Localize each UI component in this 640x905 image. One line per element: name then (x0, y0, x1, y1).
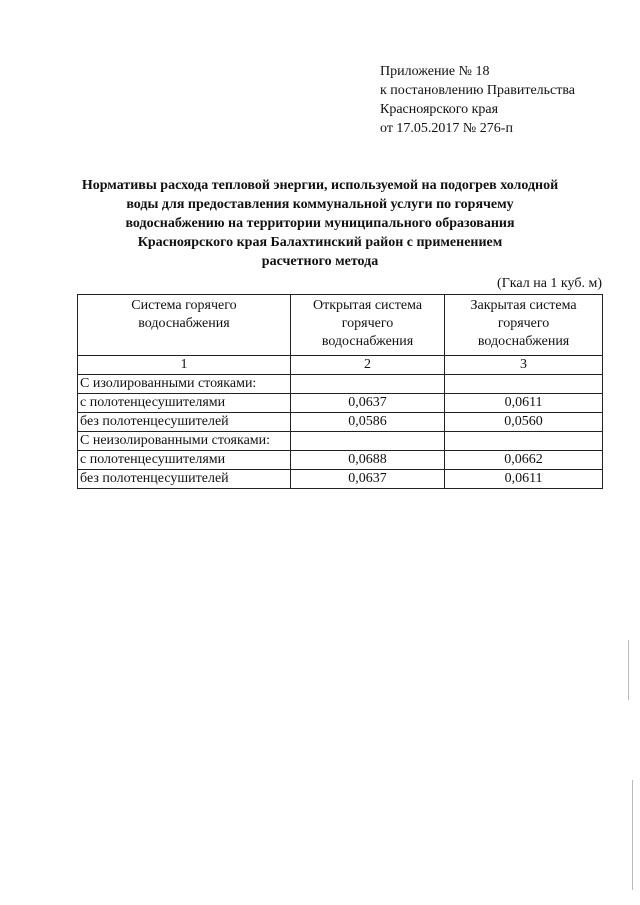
document-title (70, 176, 570, 271)
appendix-reference (380, 62, 575, 138)
header-cell-system: Система горячего водоснабжения (78, 295, 291, 356)
row-value-closed: 0,0611 (445, 394, 603, 413)
appendix-line: Приложение № 18 (380, 64, 490, 79)
row-label: с полотенцесушителями (78, 451, 291, 470)
norms-table (77, 294, 603, 489)
row-value-closed: 0,0611 (445, 470, 603, 489)
header-cell-closed-system: Закрытая система горячего водоснабжения (445, 295, 603, 356)
column-number: 1 (78, 356, 291, 375)
row-value-closed (445, 432, 603, 451)
column-number: 2 (290, 356, 444, 375)
appendix-line: к постановлению Правительства (380, 83, 576, 98)
table-row (78, 451, 603, 470)
table-row (78, 375, 603, 394)
row-value-closed: 0,0662 (445, 451, 603, 470)
table-row (78, 413, 603, 432)
scan-edge-mark (628, 640, 629, 700)
units-note: (Гкал на 1 куб. м) (497, 276, 602, 291)
table-row (78, 394, 603, 413)
row-value-closed: 0,0560 (445, 413, 603, 432)
title-line: Красноярского края Балахтинский район с применением (137, 235, 503, 250)
row-label: без полотенцесушителей (78, 413, 291, 432)
title-line: расчетного метода (261, 254, 379, 269)
row-value-open (290, 375, 444, 394)
header-cell-open-system: Открытая система горячего водоснабжения (290, 295, 444, 356)
table-row (78, 470, 603, 489)
row-label: с полотенцесушителями (78, 394, 291, 413)
row-value-open: 0,0586 (290, 413, 444, 432)
title-line: воды для предоставления коммунальной услуги по горячему (126, 197, 514, 212)
title-line: водоснабжению на территории муниципального образования (125, 216, 515, 231)
title-line: Нормативы расхода тепловой энергии, используемой на подогрев холодной (81, 178, 559, 193)
row-label: без полотенцесушителей (78, 470, 291, 489)
appendix-line: Красноярского края (380, 102, 499, 117)
column-number-row (78, 356, 603, 375)
row-value-open (290, 432, 444, 451)
scan-edge-mark (632, 780, 633, 890)
row-value-open: 0,0637 (290, 394, 444, 413)
row-value-closed (445, 375, 603, 394)
table-row (78, 432, 603, 451)
table-header-row (78, 295, 603, 356)
row-value-open: 0,0637 (290, 470, 444, 489)
appendix-line: от 17.05.2017 № 276-п (380, 121, 513, 136)
row-value-open: 0,0688 (290, 451, 444, 470)
row-label: С изолированными стояками: (78, 375, 291, 394)
column-number: 3 (445, 356, 603, 375)
row-label: С неизолированными стояками: (78, 432, 291, 451)
